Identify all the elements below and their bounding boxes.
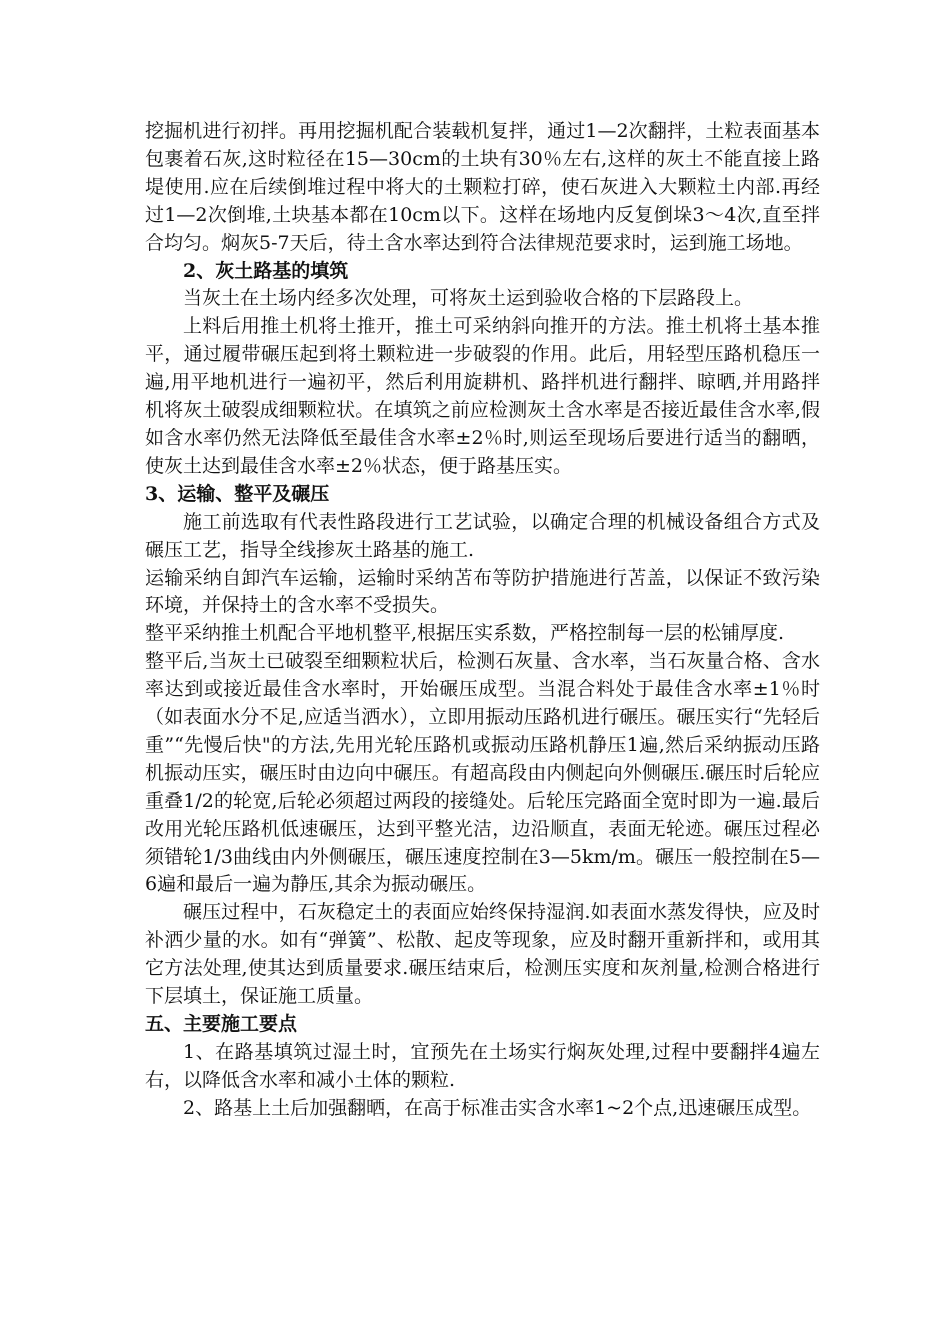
paragraph-key-point-2: 2、路基上土后加强翻晒，在高于标准击实含水率1~2个点,迅速碾压成型。 [183,1096,812,1119]
paragraph-key-point-1: 1、在路基填筑过湿土时，宜预先在土场实行焖灰处理,过程中要翻拌4遍左右，以降低含水率和减小土体的颗粒. [145,1040,820,1091]
paragraph-leveling: 整平采纳推土机配合平地机整平,根据压实系数，严格控制每一层的松铺厚度. [145,622,785,645]
section-heading-key-points: 五、主要施工要点 [145,1013,298,1035]
paragraph-rolling-moisture: 碾压过程中，石灰稳定土的表面应始终保持湿润.如表面水蒸发得快，应及时补洒少量的水。如有“弹簧”、松散、起皮等现象，应及时翻开重新拌和，或用其它方法处理,使其达到质量要求.碾压结束后，检测压实度和灰剂量,检测合格进行下层填土，保证施工质量。 [145,901,820,1008]
paragraph-rolling: 整平后,当灰土已破裂至细颗粒状后，检测石灰量、含水率，当石灰量合格、含水率达到或接近最佳含水率时，开始碾压成型。当混合料处于最佳含水率±1％时（如表面水分不足,应适当洒水），立即用振动压路机进行碾压。碾压实行“先轻后重”“先慢后快"的方法,先用光轮压路机或振动压路机静压1遍,然后采纳振动压路机振动压实，碾压时由边向中碾压。有超高段由内侧起向外侧碾压.碾压时后轮应重叠1/2的轮宽,后轮必须超过两段的接缝处。后轮压完路面全宽时即为一遍.最后改用光轮压路机低速碾压，达到平整光洁，边沿顺直，表面无轮迹。碾压过程必须错轮1/3曲线由内外侧碾压，碾压速度控制在3—5km/m。碾压一般控制在5—6遍和最后一遍为静压,其余为振动碾压。 [145,650,820,896]
paragraph-transport: 运输采纳自卸汽车运输，运输时采纳苫布等防护措施进行苫盖，以保证不致污染环境，并保持土的含水率不受损失。 [145,566,820,617]
paragraph-trial-section: 施工前选取有代表性路段进行工艺试验，以确定合理的机械设备组合方式及碾压工艺，指导全线掺灰土路基的施工. [145,510,820,561]
section-heading-fill: 2、灰土路基的填筑 [183,259,349,282]
section-heading-compaction: 3、运输、整平及碾压 [145,482,330,505]
paragraph-spreading: 上料后用推土机将土推开，推土可采纳斜向推开的方法。推土机将土基本推平，通过履带碾压起到将土颗粒进一步破裂的作用。此后，用轻型压路机稳压一遍,用平地机进行一遍初平，然后利用旋耕机、路拌机进行翻拌、晾晒,并用路拌机将灰土破裂成细颗粒状。在填筑之前应检测灰土含水率是否接近最佳含水率,假如含水率仍然无法降低至最佳含水率±2％时,则运至现场后要进行适当的翻晒，使灰土达到最佳含水率±2％状态，便于路基压实。 [145,315,820,477]
paragraph-transport-to-site: 当灰土在土场内经多次处理，可将灰土运到验收合格的下层路段上。 [183,287,754,310]
paragraph-mixing-process: 挖掘机进行初拌。再用挖掘机配合装载机复拌，通过1—2次翻拌，土粒表面基本包裹着石灰,这时粒径在15—30cm的土块有30％左右,这样的灰土不能直接上路堤使用.应在后续倒堆过程中将大的土颗粒打碎，使石灰进入大颗粒土内部.再经过1—2次倒堆,土块基本都在10cm以下。这样在场地内反复倒垛3～4次,直至拌合均匀。焖灰5-7天后，待土含水率达到符合法律规范要求时，运到施工场地。 [145,120,820,254]
document-page [145,118,820,1123]
